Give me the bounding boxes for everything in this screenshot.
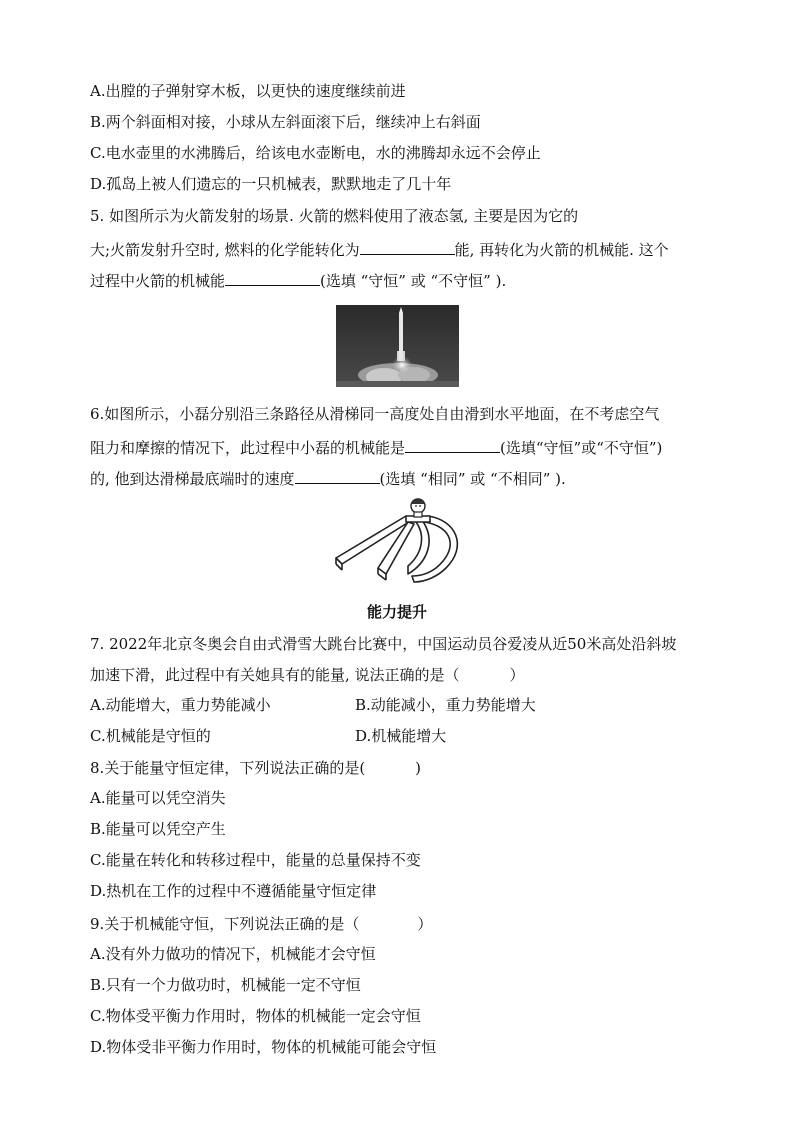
- q9-stem: [90, 912, 710, 935]
- q7-option-b: B.动能减小，重力势能增大: [355, 696, 536, 714]
- q8-answer-space[interactable]: [365, 756, 415, 773]
- q7-line-2: [90, 663, 710, 686]
- q8-option-b: B.能量可以凭空产生: [90, 820, 226, 838]
- q5-line-3-post: (选填 “守恒” 或 “不守恒” ).: [320, 272, 507, 290]
- q7-answer-space[interactable]: [460, 663, 510, 680]
- q7-line-1: 7. 2022年北京冬奥会自由式滑雪大跳台比赛中，中国运动员谷爱凌从近50米高处沿斜坡: [90, 635, 677, 653]
- q5-blank-1[interactable]: [360, 237, 455, 255]
- q6-line-2-post: (选填“守恒”或“不守恒”): [500, 439, 663, 457]
- q5-line-2-pre: 大;火箭发射升空时, 燃料的化学能转化为: [90, 241, 360, 259]
- q6-line-1: 6.如图所示，小磊分别沿三条路径从滑梯同一高度处自由滑到水平地面，在不考虑空气: [90, 405, 660, 423]
- q4-option-b: B.两个斜面相对接，小球从左斜面滚下后，继续冲上右斜面: [90, 113, 481, 131]
- q9-stem-pre: 9.关于机械能守恒，下列说法正确的是（: [90, 915, 360, 933]
- q9-option-c: C.物体受平衡力作用时，物体的机械能一定会守恒: [90, 1007, 421, 1025]
- q9-answer-space[interactable]: [359, 912, 417, 929]
- child-figure: [411, 499, 425, 517]
- q4-option-d: D.孤岛上被人们遗忘的一只机械表，默默地走了几十年: [90, 175, 452, 193]
- q6-blank-1[interactable]: [405, 435, 500, 453]
- q6-line-2: [90, 435, 710, 459]
- slide-illustration: [328, 496, 468, 588]
- q5-line-3: [90, 268, 710, 292]
- q9-option-b: B.只有一个力做功时，机械能一定不守恒: [90, 976, 361, 994]
- q7-option-a: A.动能增大，重力势能减小: [90, 696, 271, 714]
- q6-line-3: [90, 466, 710, 490]
- q7-options-row-1: [90, 694, 710, 716]
- q8-stem-post: ): [415, 759, 422, 777]
- q9-option-d: D.物体受非平衡力作用时，物体的机械能可能会守恒: [90, 1038, 437, 1056]
- q7-line-2-pre: 加速下滑，此过程中有关她具有的能量, 说法正确的是（: [90, 666, 460, 684]
- q5-line-3-pre: 过程中火箭的机械能: [90, 272, 226, 290]
- section-title-ability: 能力提升: [366, 603, 427, 621]
- q8-stem: [90, 756, 710, 779]
- rocket-launch-photo: [336, 305, 459, 387]
- q7-line-2-post: ）: [509, 666, 525, 684]
- q5-blank-2[interactable]: [225, 268, 320, 286]
- q6-line-3-post: (选填 “相同” 或 “不相同” ).: [379, 470, 566, 488]
- q8-option-a: A.能量可以凭空消失: [90, 789, 226, 807]
- q7-options-row-2: [90, 725, 710, 747]
- q8-option-d: D.热机在工作的过程中不遵循能量守恒定律: [90, 882, 377, 900]
- q6-line-2-pre: 阻力和摩擦的情况下，此过程中小磊的机械能是: [90, 439, 406, 457]
- q9-stem-post: ）: [417, 915, 433, 933]
- q6-blank-2[interactable]: [295, 466, 380, 484]
- q8-option-c: C.能量在转化和转移过程中，能量的总量保持不变: [90, 851, 421, 869]
- q9-option-a: A.没有外力做功的情况下，机械能才会守恒: [90, 945, 376, 963]
- q4-option-a: A.出膛的子弹射穿木板，以更快的速度继续前进: [90, 82, 406, 100]
- q7-option-d: D.机械能增大: [355, 727, 447, 745]
- q5-line-2-post: 能, 再转化为火箭的机械能. 这个: [454, 241, 669, 259]
- q7-option-c: C.机械能是守恒的: [90, 727, 211, 745]
- q4-option-c: C.电水壶里的水沸腾后，给该电水壶断电，水的沸腾却永远不会停止: [90, 144, 541, 162]
- q5-line-2: [90, 237, 710, 261]
- q5-line-1: 5. 如图所示为火箭发射的场景. 火箭的燃料使用了液态氢, 主要是因为它的: [90, 207, 579, 225]
- q8-stem-pre: 8.关于能量守恒定律，下列说法正确的是(: [90, 759, 366, 777]
- q6-line-3-pre: 的, 他到达滑梯最底端时的速度: [90, 470, 295, 488]
